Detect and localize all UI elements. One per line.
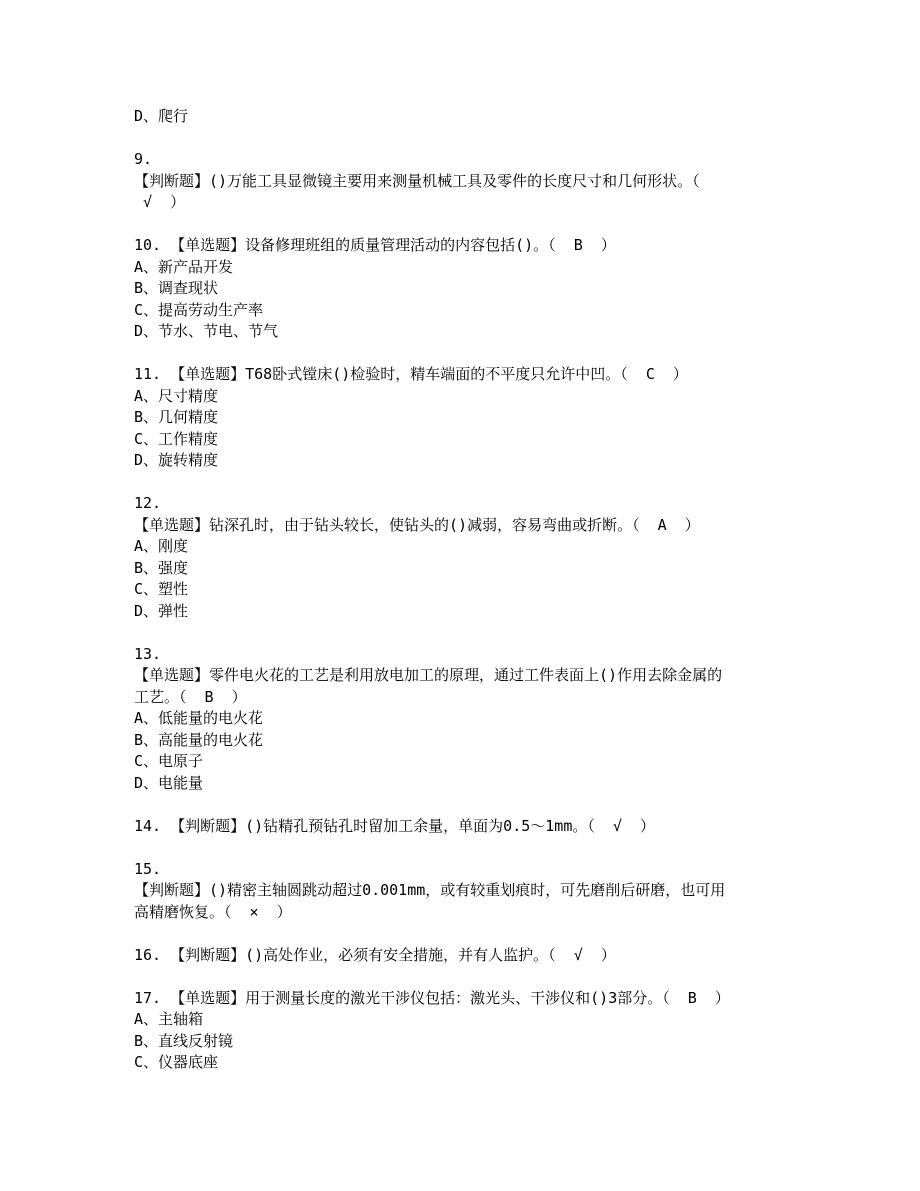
- question-text: 【判断题】()万能工具显微镜主要用来测量机械工具及零件的长度尺寸和几何形状。（: [134, 171, 700, 190]
- question-number: 15.: [134, 859, 162, 878]
- question-text: 10. 【单选题】设备修理班组的质量管理活动的内容包括()。（ B ）: [134, 236, 616, 254]
- question-text: 14. 【判断题】()钻精孔预钻孔时留加工余量，单面为0.5～1mm。（ √ ）: [134, 816, 656, 835]
- option-item: C、仪器底座: [134, 1053, 219, 1071]
- option-item: A、新产品开发: [134, 257, 234, 276]
- option-item: D、电能量: [134, 773, 204, 792]
- option-item: A、主轴箱: [134, 1010, 204, 1028]
- option-item: D、节水、节电、节气: [134, 322, 279, 340]
- question-text: 【判断题】()精密主轴圆跳动超过0.001mm，或有较重划痕时，可先磨削后研磨，也可用: [134, 881, 726, 899]
- blank-line: [134, 837, 794, 859]
- blank-line: [134, 622, 794, 644]
- blank-line: [134, 966, 794, 988]
- option-item: B、强度: [134, 558, 189, 577]
- question-answer: √ ）: [134, 193, 186, 211]
- question-number: 9.: [134, 150, 153, 168]
- blank-line: [134, 128, 794, 150]
- option-item: C、工作精度: [134, 429, 219, 448]
- question-number: 12.: [134, 494, 162, 512]
- option-item: B、几何精度: [134, 408, 219, 426]
- document-body: [134, 106, 794, 1074]
- blank-line: [134, 214, 794, 236]
- option-item: B、高能量的电火花: [134, 730, 264, 749]
- text-line: D、爬行: [134, 107, 189, 125]
- option-item: D、旋转精度: [134, 451, 219, 469]
- option-item: C、塑性: [134, 580, 189, 598]
- question-text: 17. 【单选题】用于测量长度的激光干涉仪包括：激光头、干涉仪和()3部分。（ B ）: [134, 988, 730, 1007]
- option-item: B、调查现状: [134, 279, 219, 297]
- option-item: C、电原子: [134, 752, 204, 770]
- option-item: C、提高劳动生产率: [134, 300, 264, 319]
- blank-line: [134, 923, 794, 945]
- blank-line: [134, 794, 794, 816]
- question-text: 【单选题】钻深孔时，由于钻头较长，使钻头的()减弱，容易弯曲或折断。（ A ）: [134, 515, 700, 534]
- option-item: A、低能量的电火花: [134, 709, 264, 727]
- option-item: A、刚度: [134, 537, 189, 555]
- question-text: 11. 【单选题】T68卧式镗床()检验时，精车端面的不平度只允许中凹。（ C ）: [134, 365, 688, 383]
- question-text: 工艺。（ B ）: [134, 687, 247, 706]
- question-number: 13.: [134, 644, 162, 663]
- blank-line: [134, 343, 794, 365]
- question-text: 高精磨恢复。（ × ）: [134, 902, 292, 921]
- option-item: A、尺寸精度: [134, 386, 219, 405]
- option-item: D、弹性: [134, 601, 189, 620]
- option-item: B、直线反射镜: [134, 1031, 234, 1050]
- blank-line: [134, 472, 794, 494]
- question-text: 16. 【判断题】()高处作业，必须有安全措施，并有人监护。（ √ ）: [134, 945, 616, 964]
- question-text: 【单选题】零件电火花的工艺是利用放电加工的原理，通过工件表面上()作用去除金属的: [134, 666, 723, 684]
